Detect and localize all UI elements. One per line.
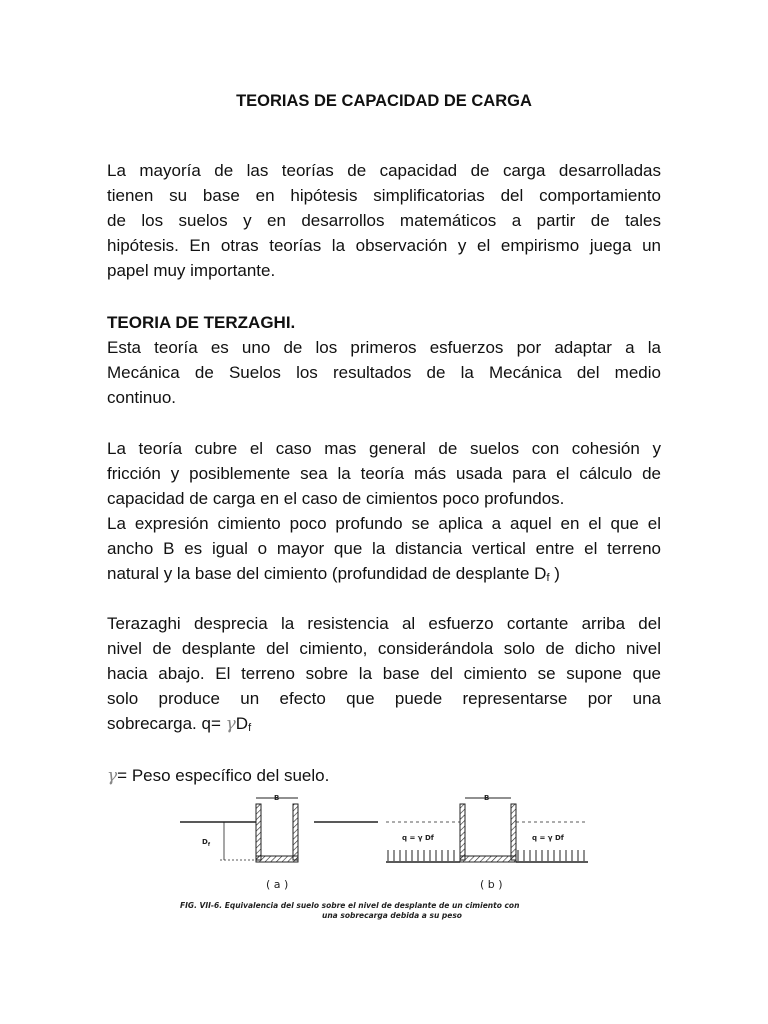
gamma-definition	[107, 763, 661, 789]
formula-subscript: f	[248, 722, 252, 734]
text-line: papel muy importante.	[107, 261, 276, 280]
figure-panel-a	[180, 794, 378, 891]
surcharge-arrows-left	[388, 850, 454, 861]
figure-caption-line2: una sobrecarga debida a su peso	[322, 911, 462, 920]
text-line: Esta teoría es uno de los primeros esfuerzos por adaptar a la	[107, 338, 661, 357]
text-line-depth	[107, 561, 661, 591]
gamma-definition-line	[107, 763, 661, 789]
surcharge-arrows-right	[518, 850, 584, 861]
text-line: nivel de desplante del cimiento, considerándola solo de dicho nivel	[107, 639, 661, 658]
text-line: continuo.	[107, 388, 176, 407]
footing-figure	[178, 790, 592, 930]
text-line: hipótesis. En otras teorías la observación y el empirismo juega un	[107, 236, 661, 255]
width-label-a: B	[274, 794, 280, 802]
text-line: Mecánica de Suelos los resultados de la Mecánica del medio	[107, 363, 661, 382]
text-line: La mayoría de las teorías de capacidad de carga desarrolladas	[107, 161, 661, 180]
section-heading: TEORIA DE TERZAGHI.	[107, 313, 296, 332]
surcharge-label-right: q = γ Df	[532, 834, 564, 842]
text-line: solo produce un efecto que puede representarse por una	[107, 689, 661, 708]
surcharge-formula-line	[107, 711, 661, 741]
gamma-symbol: γ	[225, 714, 236, 734]
surcharge-label-left: q = γ Df	[402, 834, 434, 842]
paragraph-surcharge	[107, 611, 661, 741]
document-title: TEORIAS DE CAPACIDAD DE CARGA	[236, 92, 532, 110]
text-line: tienen su base en hipótesis simplificatorias del comportamiento	[107, 186, 661, 205]
section-terzaghi	[107, 310, 661, 410]
panel-b-label: ( b )	[480, 878, 503, 891]
depth-label-a: $D_f$	[202, 838, 210, 848]
text-line: capacidad de carga en el caso de cimientos poco profundos.	[107, 489, 565, 508]
gamma-symbol: γ	[107, 766, 118, 786]
text-line: hacia abajo. El terreno sobre la base del cimiento se supone que	[107, 664, 661, 683]
panel-a-label: ( a )	[266, 878, 289, 891]
paragraph-intro	[107, 158, 661, 283]
surcharge-text: sobrecarga. q=	[107, 714, 226, 733]
text-line: fricción y posiblemente sea la teoría más usada para el cálculo de	[107, 464, 661, 483]
figure-panel-b	[386, 794, 588, 891]
depth-text: natural y la base del cimiento (profundidad de desplante D	[107, 564, 547, 583]
depth-subscript: f	[546, 572, 550, 584]
paragraph-theory-scope	[107, 436, 661, 591]
depth-close: )	[549, 564, 560, 583]
figure-caption-line1: FIG. VII-6. Equivalencia del suelo sobre el nivel de desplante de un cimiento con	[180, 901, 520, 910]
text-line: Terazaghi desprecia la resistencia al esfuerzo cortante arriba del	[107, 614, 661, 633]
gamma-definition-text: = Peso específico del suelo.	[117, 766, 330, 785]
text-line: ancho B es igual o mayor que la distancia vertical entre el terreno	[107, 539, 661, 558]
width-label-b: B	[484, 794, 490, 802]
text-line: de los suelos y en desarrollos matemáticos a partir de tales	[107, 211, 661, 230]
text-line: La teoría cubre el caso mas general de suelos con cohesión y	[107, 439, 661, 458]
formula-d: D	[235, 714, 249, 733]
text-line: La expresión cimiento poco profundo se aplica a aquel en el que el	[107, 514, 661, 533]
